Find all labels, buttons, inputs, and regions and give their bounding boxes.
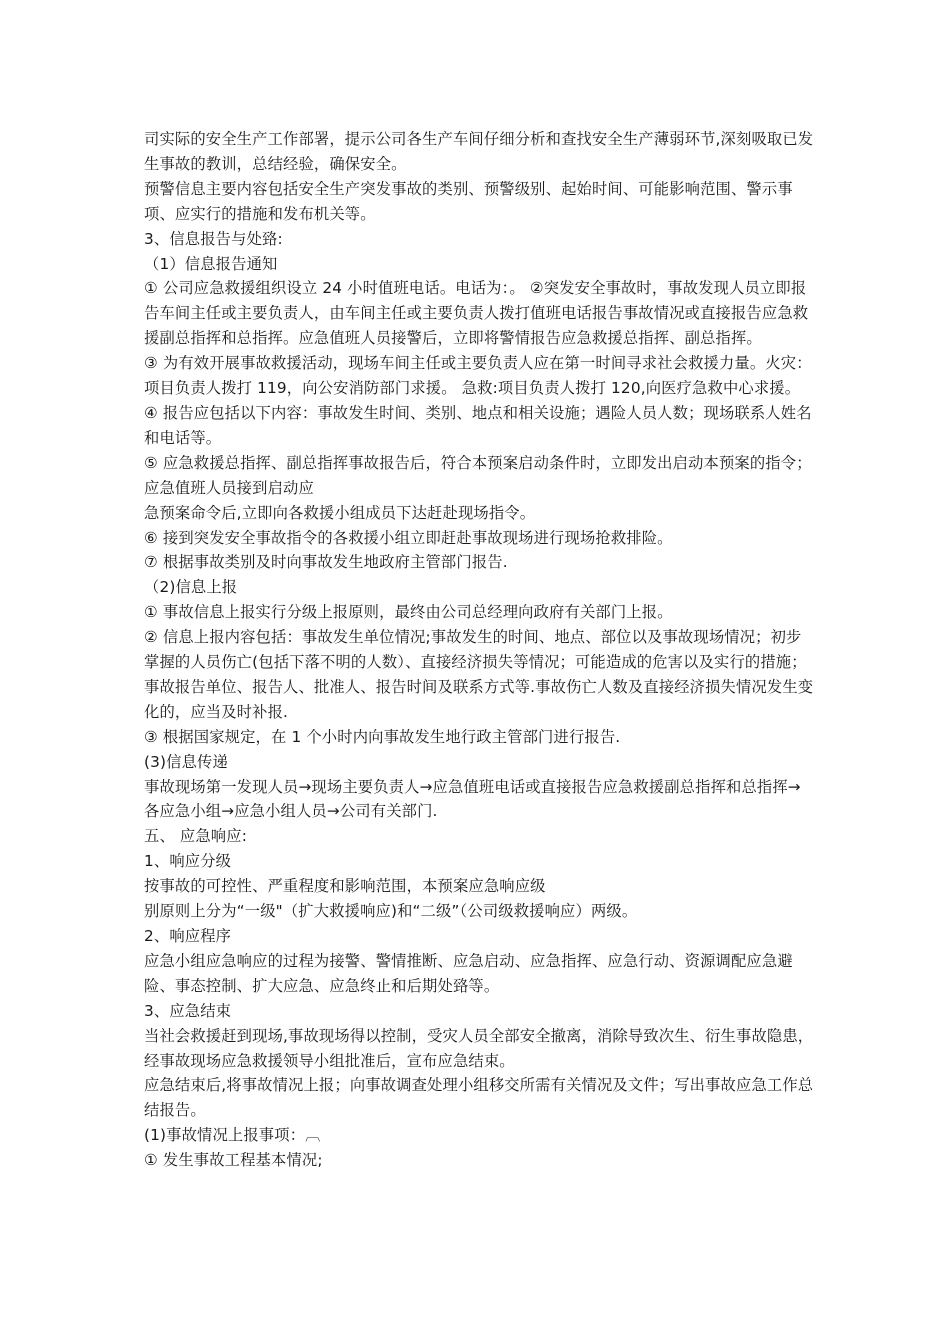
subsection-heading: (3)信息传递 — [144, 752, 228, 771]
paragraph: 按事故的可控性、严重程度和影响范围，本预案应急响应级 — [144, 877, 546, 896]
paragraph: ⑦ 根据事故类别及时向事故发生地政府主管部门报告. — [144, 553, 508, 572]
paragraph: 事故现场第一发现人员→现场主要负责人→应急值班电话或直接报告应急救援副总指挥和总指挥→各应急小组→应急小组人员→公司有关部门. — [144, 777, 801, 821]
subsection-heading: （1）信息报告通知 — [144, 254, 278, 273]
paragraph: 司实际的安全生产工作部署，提示公司各生产车间仔细分析和查找安全生产薄弱环节,深刻吸取已发生事故的教训，总结经验，确保安全。 — [144, 130, 814, 173]
section-heading: 2、响应程序 — [144, 927, 232, 945]
paragraph: ⑤ 应急救援总指挥、副总指挥事故报告后，符合本预案启动条件时，立即发出启动本预案的指令；应急值班人员接到启动应 — [144, 453, 812, 497]
paragraph: ⑥ 接到突发安全事故指令的各救援小组立即赶赴事故现场进行现场抢救排险。 — [144, 528, 673, 547]
paragraph: 应急小组应急响应的过程为接警、警情推断、应急启动、应急指挥、应急行动、资源调配应急避险、事态控制、扩大应急、应急终止和后期处臵等。 — [144, 951, 793, 995]
paragraph: 预警信息主要内容包括安全生产突发事故的类别、预警级别、起始时间、可能影响范围、警示事项、应实行的措施和发布机关等。 — [144, 179, 793, 223]
section-heading: 3、信息报告与处臵: — [144, 229, 283, 248]
section-heading: 1、响应分级 — [144, 852, 232, 871]
paragraph: 急预案命令后,立即向各救援小组成员下达赶赴现场指令。 — [144, 503, 536, 522]
section-heading: 3、应急结束 — [144, 1001, 232, 1020]
paragraph: 应急结束后,将事故情况上报；向事故调查处理小组移交所需有关情况及文件；写出事故应急工作总结报告。 — [144, 1076, 814, 1120]
paragraph: ① 公司应急救援组织设立 24 小时值班电话。电话为：。 ②突发安全事故时，事故发现人员立即报告车间主任或主要负责人，由车间主任或主要负责人拨打值班电话报告事故情况或直接报告应急救援副总指挥和总指挥。应急值班人员接警后，立即将警情报告应急救援总指挥、副总指挥。 — [144, 279, 809, 348]
paragraph: 当社会救援赶到现场,事故现场得以控制，受灾人员全部安全撤离，消除导致次生、衍生事故隐患，经事故现场应急救援领导小组批准后，宣布应急结束。 — [144, 1026, 814, 1070]
paragraph: ② 信息上报内容包括：事故发生单位情况;事故发生的时间、地点、部位以及事故现场情况；初步掌握的人员伤亡(包括下落不明的人数）、直接经济损失等情况；可能造成的危害以及实行的措施；事故报告单位、报告人、批准人、报告时间及联系方式等.事故伤亡人数及直接经济损失情况发生变化的，应当及时补报. — [144, 628, 814, 721]
subsection-heading: （2)信息上报 — [144, 578, 238, 597]
paragraph: 别原则上分为“一级"（扩大救援响应)和“二级”（公司级救援响应）两级。 — [144, 902, 638, 921]
paragraph: ① 事故信息上报实行分级上报原则，最终由公司总经理向政府有关部门上报。 — [144, 603, 673, 622]
section-heading: 五、 应急响应: — [144, 827, 247, 846]
paragraph: ① 发生事故工程基本情况; — [144, 1151, 323, 1170]
document-body — [144, 127, 814, 1173]
paragraph: ④ 报告应包括以下内容：事故发生时间、类别、地点和相关设施；遇险人员人数；现场联系人姓名和电话等。 — [144, 403, 812, 447]
paragraph: ③ 根据国家规定，在 1 个小时内向事故发生地行政主管部门进行报告. — [144, 727, 621, 746]
paragraph: ③ 为有效开展事故救援活动，现场车间主任或主要负责人应在第一时间寻求社会救援力量。火灾：项目负责人拨打 119，向公安消防部门求援。 急救:项目负责人拨打 120,向医疗急救中心求援。 — [144, 354, 812, 398]
subsection-heading: (1)事故情况上报事项：︹ — [144, 1126, 321, 1145]
